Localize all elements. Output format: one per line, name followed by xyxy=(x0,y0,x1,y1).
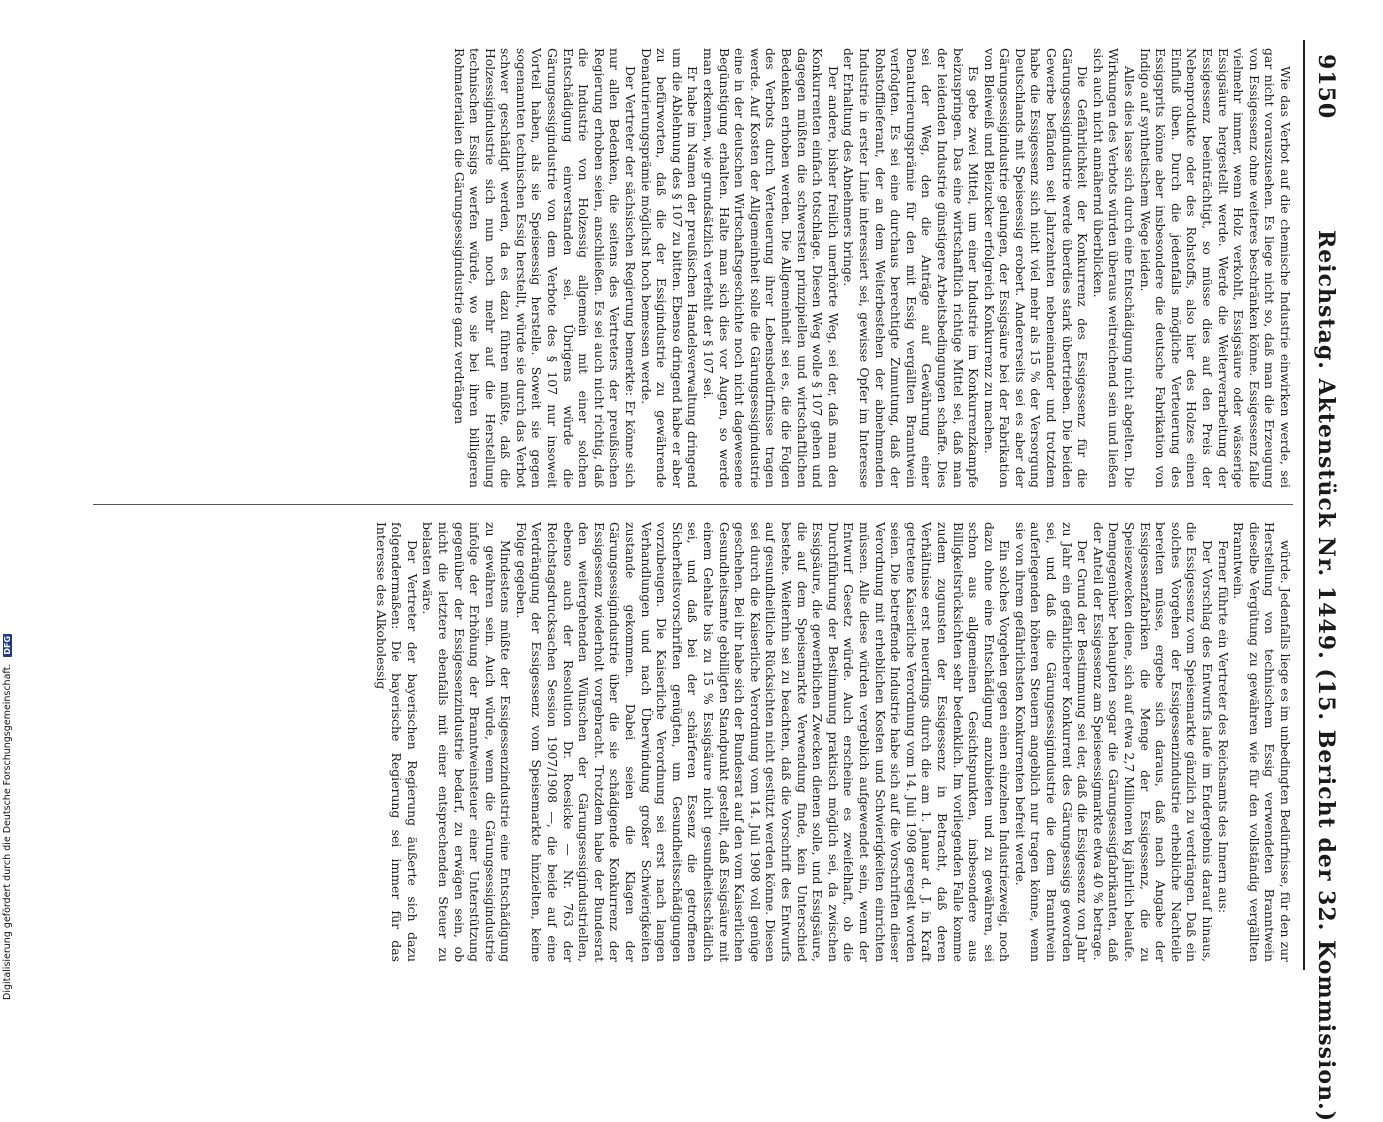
paragraph: Der Vertreter der sächsischen Regierung bemerkte: Er könne sich nur allen Bedenken, die seitens des Vertreters der preußischen Regierung erhoben seien, anschließen. Es sei auch nicht richtig, daß die Industrie von Holzessig allgemein mit einer solchen Entschädigung einverstanden sei. Übrigens würde die Gärungsessigindustrie von dem Verbote des § 107 nur insoweit Vorteil haben, als sie Speiseessig herstelle. Soweit sie gegen sogenannten technischen Essig herstellt, würde sie durch das Verbot schwer geschädigt werden, da es dazu führen müßte, daß die Holzessigindustrie sich nun noch mehr auf die Herstellung technischen Essigs werfen würde, wo sie bei ihren billigeren Rohmaterialien die Gärungsessigindustrie ganz verdrängen xyxy=(451,48,639,488)
right-column xyxy=(73,522,1293,962)
paragraph: Alles dies lasse sich durch eine Entschädigung nicht abgelten. Die Wirkungen des Verbots würden überaus weitreichend sein und ließen sich auch nicht annähernd überblicken. xyxy=(1090,48,1138,488)
digitization-credit xyxy=(2,634,13,1000)
paragraph: Mindestens müßte der Essigessenzindustrie eine Entschädigung zu gewähren sein. Auch würde, wenn die Gärungsessigindustrie infolge der Erhöhung der Branntweinsteuer einer Unterstützung gegenüber der Essigessenzindustrie bedarf, zu erwägen sein, ob nicht die letztere ebenfalls mit einer entsprechenden Steuer zu belasten wäre. xyxy=(420,522,514,962)
header-rule xyxy=(1303,40,1305,970)
paragraph: Der Grund der Bestimmung sei der, daß die Essigessenz von Jahr zu Jahr ein gefährlicherer Konkurrent des Gärungsessigs geworden sei, und daß die Gärungsessigindustrie die dem Branntwein auferlegenden höheren Steuern angeblich nur tragen könne, wenn sie von ihrem gefährlichsten Konkurrenten befreit werde. xyxy=(1012,522,1091,962)
paragraph: würde. Jedenfalls liege es im unbedingten Bedürfnisse, für den zur Herstellung von technischem Essig verwendeten Branntwein dieselbe Vergütung zu gewähren wie für den vollständig vergällten Branntwein. xyxy=(1231,522,1293,962)
credit-text: Digitalisierung gefördert durch die Deutsche Forschungsgemeinschaft. xyxy=(2,663,13,1000)
paragraph: Ferner führte ein Vertreter des Reichsamts des Innern aus: xyxy=(1215,540,1231,914)
paragraph: Es gebe zwei Mittel, um einer Industrie im Konkurrenzkampfe beizuspringen. Das eine wirtschaftlich richtige Mittel sei, daß man der leidenden Industrie günstigere Arbeitsbedingungen schaffe. Dies sei der Weg, den die Anträge auf Gewährung einer Denaturierungsprämie für den mit Essig vergällten Branntwein verfolgten. Es sei eine durchaus berechtigte Zumutung, daß der Rohstofflieferant, der an dem Weiterbestehen der abnehmenden Industrie in erster Linie interessiert sei, gewisse Opfer im Interesse der Erhaltung des Abnehmers bringe. xyxy=(841,48,982,488)
running-title: Reichstag. Aktenstück Nr. 1449. (15. Bericht der 32. Kommission.) xyxy=(1313,230,1339,1122)
paragraph: Die Gefährlichkeit der Konkurrenz des Essigessenz für die Gärungsessigindustrie werde überdies stark übertrieben. Die beiden Gewerbe befänden seit Jahrzehnten nebeneinander und trotzdem habe die Essigessenz sich nicht viel mehr als 15 % der Versorgung Deutschlands mit Speiseessig erobert. Andererseits sei es aber der Gärungsessigindustrie gelungen, der Essigsäure bei der Fabrikation von Bleiweiß und Bleizucker erfolgreich Konkurrenz zu machen. xyxy=(981,48,1091,488)
paragraph: Er habe im Namen der preußischen Handelsverwaltung dringend um die Ablehnung des § 107 zu bitten. Ebenso dringend habe er aber zu befürworten, daß die der Essigindustrie zu gewährende Denaturierungsprämie möglichst hoch bemessen werde. xyxy=(638,48,701,488)
left-column xyxy=(73,48,1293,488)
paragraph: Der Vorschlag des Entwurfs laufe im Endergebnis darauf hinaus, die Essigessenz vom Speisemarkte gänzlich zu verdrängen. Daß ein solches Vorgehen der Essigessenzindustrie erhebliche Nachteile bereiten müsse, ergebe sich daraus, daß nach Angabe der Essigessenzfabriken die Menge der Essigessenz, die zu Speisezwecken diene, sich auf etwa 2,7 Millionen kg jährlich belaufe. Demgegenüber behaupten sogar die Gärungsessigfabrikanten, daß der Anteil der Essigessenz am Speiseessigmarkte etwa 40 % betrage. xyxy=(1090,522,1216,962)
column-divider xyxy=(93,504,1293,505)
page-header xyxy=(1305,40,1345,1122)
paragraph: Der Vertreter der bayerischen Regierung äußerte sich dazu folgendermaßen: Die bayerische Regierung sei immer für das Interesse des Alkoholessig xyxy=(373,522,420,962)
rotated-document-page xyxy=(55,40,1345,1122)
paragraph: Der andere, bisher freilich unerhörte Weg, sei der, daß man den Konkurrenten einfach totschlage. Diesen Weg wolle § 107 gehen und dagegen müßten die schwersten prinzipiellen und wirtschaftlichen Bedenken erhoben werden. Die Allgemeinheit sei es, die die Folgen des Verbots durch Verteuerung ihrer Lebensbedürfnisse tragen werde. Auf Kosten der Allgemeinheit solle die Gärungsessigindustrie eine in der deutschen Wirtschaftsgeschichte noch nicht dagewesene Begünstigung erhalten. Halte man sich dies vor Augen, so werde man erkennen, wie grundsätzlich verfehlt der § 107 sei. xyxy=(701,48,841,488)
dfg-logo: DFG xyxy=(3,635,12,655)
paragraph: Ein solches Vorgehen gegen einen einzelnen Industriezweig, noch dazu ohne eine Entschädigung anzubieten und zu gewähren, sei schon aus allgemeinen Gesichtspunkten, insbesondere aus Billigkeitsrücksichten sehr bedenklich. Im vorliegenden Falle komme zudem zugunsten der Essigessenz in Betracht, daß deren Verhältnisse erst neuerdings durch die am 1. Januar d. J. in Kraft getretene Kaiserliche Verordnung vom 14. Juli 1908 geregelt worden seien. Die betreffende Industrie habe sich auf die Vorschriften dieser Verordnung mit erheblichen Kosten und Schwierigkeiten einrichten müssen. Alle diese würden vergeblich aufgewendet sein, wenn der Entwurf Gesetz würde. Auch erscheine es zweifelhaft, ob die Durchführung der Bestimmung praktisch möglich sei, da zwischen Essigsäure, die gewerblichen Zwecken dienen solle, und Essigsäure, die auf dem Speisemarkte Verwendung finde, kein Unterschied bestehe. Weiterhin sei zu beachten, daß die Vorschrift des Entwurfs auf gesundheitliche Rücksichten nicht gestützt werden könne. Diesen sei durch die Kaiserliche Verordnung vom 14. Juli 1908 voll genüge geschehen. Bei ihr habe sich der Bundesrat auf den vom Kaiserlichen Gesundheitsamte gebilligten Standpunkt gestellt, daß Essigsäure mit einem Gehalte bis zu 15 % Essigsäure nicht gesundheitsschädlich sei, und daß bei der schärferen Essenz die getroffenen Sicherheitsvorschriften genügten, um Gesundheitsschädigungen vorzubeugen. Die Kaiserliche Verordnung sei erst nach langen Verhandlungen und nach Überwindung großer Schwierigkeiten zustande gekommen. Dabei seien die Klagen der Gärungsessigindustrie über die sie schädigende Konkurrenz der Essigessenz wiederholt vorgebracht. Trotzdem habe der Bundesrat den weitergehenden Wünschen der Gärungsessigindustriellen, ebenso auch der Resolution Dr. Roesicke — Nr. 763 der Reichstagsdrucksachen Session 1907/1908 —, die beide auf eine Verdrängung der Essigessenz vom Speisemarkte hinzielten, keine Folge gegeben. xyxy=(513,522,1013,962)
page-number: 9150 xyxy=(1313,54,1339,120)
paragraph: Wie das Verbot auf die chemische Industrie einwirken werde, sei gar nicht vorauszusehen. Es liege nicht so, daß man die Erzeugung von Essigessenz ohne weiteres beschränken könne. Essigessenz falle vielmehr immer, wenn Holz verkohlt, Essigsäure oder wässerige Essigsäure hergestellt werde. Werde die Weiterverarbeitung der Essigessenz beeinträchtigt, so müsse dies auf den Preis der Nebenprodukte oder des Rohstoffs, also hier des Holzes einen Einfluß üben. Durch die jedenfalls mögliche Verteuerung des Essigsprits könne aber insbesondere die deutsche Fabrikation von Indigo auf synthetischem Wege leiden. xyxy=(1137,48,1293,488)
